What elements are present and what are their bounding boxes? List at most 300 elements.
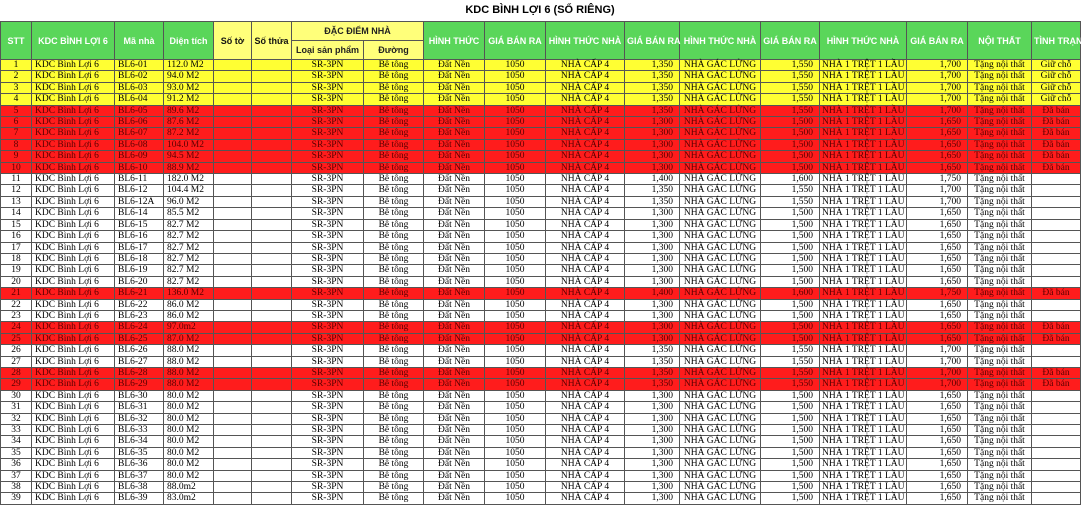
cell-hinh-thuc-nha-1: NHÀ CẤP 4 [546,390,625,401]
cell-hinh-thuc: Đất Nền [424,82,485,93]
cell-gia-3: 1,550 [761,71,820,82]
cell-ma-nha: BL6-02 [115,71,164,82]
cell-dien-tich: 82.7 M2 [164,242,214,253]
cell-stt: 36 [1,459,32,470]
cell-hinh-thuc-nha-3: NHÀ 1 TRỆT 1 LẦU [820,265,907,276]
cell-du-an: KDC Bình Lợi 6 [32,413,115,424]
cell-gia-2: 1,400 [625,174,680,185]
cell-duong: Bê tông [364,253,424,264]
cell-dien-tich: 104.4 M2 [164,185,214,196]
header-ma-nha: Mã nhà [115,22,164,60]
cell-tinh-trang: Đã bán [1032,379,1081,390]
cell-hinh-thuc-nha-1: NHÀ CẤP 4 [546,333,625,344]
table-row [1,447,1081,458]
header-du-an: KDC BÌNH LỢI 6 [32,22,115,60]
cell-dien-tich: 82.7 M2 [164,265,214,276]
table-row [1,128,1081,139]
cell-noi-that: Tặng nội thất [968,253,1032,264]
cell-gia-4: 1,650 [907,265,968,276]
cell-noi-that: Tặng nội thất [968,310,1032,321]
cell-gia-1: 1050 [485,345,546,356]
cell-hinh-thuc: Đất Nền [424,310,485,321]
cell-hinh-thuc-nha-3: NHÀ 1 TRỆT 1 LẦU [820,322,907,333]
cell-gia-2: 1,300 [625,459,680,470]
table-row [1,105,1081,116]
cell-so-to [214,231,252,242]
cell-gia-3: 1,500 [761,276,820,287]
cell-gia-1: 1050 [485,299,546,310]
cell-gia-2: 1,300 [625,482,680,493]
cell-hinh-thuc: Đất Nền [424,459,485,470]
cell-ma-nha: BL6-01 [115,60,164,71]
table-row [1,402,1081,413]
cell-duong: Bê tông [364,151,424,162]
cell-hinh-thuc-nha-2: NHÀ GÁC LỬNG [680,242,761,253]
cell-so-thua [252,231,292,242]
cell-du-an: KDC Bình Lợi 6 [32,333,115,344]
cell-hinh-thuc-nha-3: NHÀ 1 TRỆT 1 LẦU [820,310,907,321]
cell-so-to [214,356,252,367]
cell-ma-nha: BL6-12 [115,185,164,196]
cell-stt: 25 [1,333,32,344]
cell-du-an: KDC Bình Lợi 6 [32,390,115,401]
cell-gia-3: 1,500 [761,162,820,173]
cell-tinh-trang [1032,208,1081,219]
cell-hinh-thuc: Đất Nền [424,208,485,219]
cell-loai-san-pham: SR-3PN [292,333,364,344]
cell-du-an: KDC Bình Lợi 6 [32,117,115,128]
cell-gia-2: 1,350 [625,105,680,116]
cell-so-thua [252,174,292,185]
cell-du-an: KDC Bình Lợi 6 [32,459,115,470]
cell-loai-san-pham: SR-3PN [292,117,364,128]
cell-hinh-thuc-nha-2: NHÀ GÁC LỬNG [680,60,761,71]
cell-so-thua [252,436,292,447]
cell-gia-4: 1,700 [907,71,968,82]
table-row [1,425,1081,436]
header-dien-tich: Diện tích [164,22,214,60]
cell-so-thua [252,105,292,116]
cell-noi-that: Tặng nội thất [968,436,1032,447]
cell-noi-that: Tặng nội thất [968,276,1032,287]
cell-hinh-thuc: Đất Nền [424,390,485,401]
cell-du-an: KDC Bình Lợi 6 [32,231,115,242]
cell-so-to [214,288,252,299]
cell-hinh-thuc-nha-2: NHÀ GÁC LỬNG [680,208,761,219]
table-row [1,276,1081,287]
cell-tinh-trang [1032,436,1081,447]
cell-gia-3: 1,500 [761,425,820,436]
cell-du-an: KDC Bình Lợi 6 [32,276,115,287]
cell-du-an: KDC Bình Lợi 6 [32,436,115,447]
cell-gia-4: 1,650 [907,162,968,173]
cell-so-thua [252,333,292,344]
cell-ma-nha: BL6-11 [115,174,164,185]
cell-dien-tich: 80.0 M2 [164,413,214,424]
cell-so-to [214,413,252,424]
cell-gia-2: 1,300 [625,390,680,401]
cell-gia-1: 1050 [485,231,546,242]
cell-loai-san-pham: SR-3PN [292,447,364,458]
cell-du-an: KDC Bình Lợi 6 [32,299,115,310]
cell-tinh-trang [1032,196,1081,207]
cell-noi-that: Tặng nội thất [968,459,1032,470]
cell-tinh-trang [1032,413,1081,424]
cell-stt: 27 [1,356,32,367]
cell-hinh-thuc-nha-2: NHÀ GÁC LỬNG [680,345,761,356]
cell-hinh-thuc-nha-3: NHÀ 1 TRỆT 1 LẦU [820,139,907,150]
cell-duong: Bê tông [364,185,424,196]
cell-tinh-trang: Đã bán [1032,151,1081,162]
cell-noi-that: Tặng nội thất [968,231,1032,242]
cell-dien-tich: 97.0m2 [164,322,214,333]
cell-so-to [214,139,252,150]
cell-gia-4: 1,650 [907,447,968,458]
cell-duong: Bê tông [364,447,424,458]
cell-hinh-thuc-nha-1: NHÀ CẤP 4 [546,322,625,333]
cell-noi-that: Tặng nội thất [968,139,1032,150]
cell-ma-nha: BL6-05 [115,105,164,116]
cell-stt: 8 [1,139,32,150]
cell-hinh-thuc: Đất Nền [424,436,485,447]
cell-gia-4: 1,650 [907,276,968,287]
cell-stt: 34 [1,436,32,447]
cell-stt: 13 [1,196,32,207]
header-so-thua: Số thửa [252,22,292,60]
cell-gia-4: 1,650 [907,402,968,413]
cell-tinh-trang [1032,345,1081,356]
cell-ma-nha: BL6-16 [115,231,164,242]
cell-noi-that: Tặng nội thất [968,447,1032,458]
cell-duong: Bê tông [364,174,424,185]
cell-du-an: KDC Bình Lợi 6 [32,174,115,185]
cell-hinh-thuc-nha-3: NHÀ 1 TRỆT 1 LẦU [820,82,907,93]
cell-stt: 24 [1,322,32,333]
cell-ma-nha: BL6-14 [115,208,164,219]
cell-du-an: KDC Bình Lợi 6 [32,60,115,71]
cell-tinh-trang [1032,459,1081,470]
cell-gia-4: 1,700 [907,345,968,356]
cell-loai-san-pham: SR-3PN [292,162,364,173]
cell-gia-2: 1,300 [625,151,680,162]
cell-noi-that: Tặng nội thất [968,174,1032,185]
cell-gia-4: 1,700 [907,82,968,93]
table-body [1,60,1081,505]
cell-gia-3: 1,500 [761,117,820,128]
header-gia-ban-ra-2: GIÁ BÁN RA [625,22,680,60]
cell-ma-nha: BL6-25 [115,333,164,344]
cell-so-thua [252,310,292,321]
cell-duong: Bê tông [364,413,424,424]
cell-gia-2: 1,300 [625,310,680,321]
cell-ma-nha: BL6-09 [115,151,164,162]
cell-gia-4: 1,700 [907,356,968,367]
cell-hinh-thuc-nha-2: NHÀ GÁC LỬNG [680,447,761,458]
cell-hinh-thuc-nha-2: NHÀ GÁC LỬNG [680,139,761,150]
table-row [1,470,1081,481]
cell-hinh-thuc-nha-2: NHÀ GÁC LỬNG [680,151,761,162]
table-row [1,82,1081,93]
cell-hinh-thuc-nha-1: NHÀ CẤP 4 [546,447,625,458]
cell-so-to [214,162,252,173]
cell-dien-tich: 88.0m2 [164,482,214,493]
cell-so-thua [252,379,292,390]
cell-stt: 37 [1,470,32,481]
cell-loai-san-pham: SR-3PN [292,288,364,299]
cell-hinh-thuc-nha-3: NHÀ 1 TRỆT 1 LẦU [820,71,907,82]
cell-hinh-thuc: Đất Nền [424,413,485,424]
cell-hinh-thuc: Đất Nền [424,71,485,82]
cell-stt: 23 [1,310,32,321]
cell-loai-san-pham: SR-3PN [292,219,364,230]
cell-duong: Bê tông [364,333,424,344]
cell-gia-1: 1050 [485,367,546,378]
cell-loai-san-pham: SR-3PN [292,310,364,321]
cell-gia-2: 1,300 [625,231,680,242]
cell-hinh-thuc-nha-1: NHÀ CẤP 4 [546,208,625,219]
cell-hinh-thuc-nha-2: NHÀ GÁC LỬNG [680,219,761,230]
cell-gia-1: 1050 [485,447,546,458]
cell-dien-tich: 87.6 M2 [164,117,214,128]
cell-loai-san-pham: SR-3PN [292,185,364,196]
cell-stt: 39 [1,493,32,504]
cell-hinh-thuc-nha-1: NHÀ CẤP 4 [546,345,625,356]
cell-dien-tich: 96.0 M2 [164,196,214,207]
cell-duong: Bê tông [364,208,424,219]
cell-gia-3: 1,500 [761,493,820,504]
cell-gia-4: 1,650 [907,459,968,470]
cell-ma-nha: BL6-08 [115,139,164,150]
cell-stt: 14 [1,208,32,219]
cell-gia-1: 1050 [485,310,546,321]
cell-hinh-thuc-nha-3: NHÀ 1 TRỆT 1 LẦU [820,459,907,470]
cell-hinh-thuc-nha-1: NHÀ CẤP 4 [546,174,625,185]
cell-hinh-thuc: Đất Nền [424,231,485,242]
cell-du-an: KDC Bình Lợi 6 [32,185,115,196]
header-gia-ban-ra-4: GIÁ BÁN RA [907,22,968,60]
cell-gia-4: 1,650 [907,219,968,230]
cell-gia-4: 1,700 [907,196,968,207]
table-row [1,493,1081,504]
cell-so-to [214,265,252,276]
cell-noi-that: Tặng nội thất [968,71,1032,82]
table-row [1,94,1081,105]
cell-duong: Bê tông [364,299,424,310]
cell-tinh-trang [1032,242,1081,253]
table-row [1,333,1081,344]
cell-loai-san-pham: SR-3PN [292,482,364,493]
cell-du-an: KDC Bình Lợi 6 [32,162,115,173]
cell-gia-1: 1050 [485,219,546,230]
cell-hinh-thuc-nha-3: NHÀ 1 TRỆT 1 LẦU [820,60,907,71]
cell-tinh-trang: Giữ chỗ [1032,60,1081,71]
cell-gia-2: 1,350 [625,367,680,378]
cell-tinh-trang: Đã bán [1032,105,1081,116]
cell-duong: Bê tông [364,459,424,470]
cell-hinh-thuc-nha-1: NHÀ CẤP 4 [546,310,625,321]
cell-so-to [214,71,252,82]
cell-tinh-trang [1032,265,1081,276]
cell-gia-2: 1,300 [625,265,680,276]
cell-hinh-thuc: Đất Nền [424,94,485,105]
cell-gia-3: 1,500 [761,139,820,150]
cell-ma-nha: BL6-34 [115,436,164,447]
cell-hinh-thuc-nha-3: NHÀ 1 TRỆT 1 LẦU [820,208,907,219]
cell-hinh-thuc: Đất Nền [424,196,485,207]
cell-hinh-thuc: Đất Nền [424,425,485,436]
cell-hinh-thuc-nha-2: NHÀ GÁC LỬNG [680,413,761,424]
cell-noi-that: Tặng nội thất [968,493,1032,504]
cell-gia-3: 1,500 [761,219,820,230]
cell-hinh-thuc-nha-2: NHÀ GÁC LỬNG [680,379,761,390]
cell-ma-nha: BL6-03 [115,82,164,93]
cell-ma-nha: BL6-19 [115,265,164,276]
cell-duong: Bê tông [364,345,424,356]
cell-duong: Bê tông [364,493,424,504]
cell-gia-3: 1,600 [761,174,820,185]
cell-ma-nha: BL6-04 [115,94,164,105]
cell-du-an: KDC Bình Lợi 6 [32,196,115,207]
cell-so-to [214,436,252,447]
cell-tinh-trang [1032,219,1081,230]
cell-dien-tich: 80.0 M2 [164,436,214,447]
cell-so-thua [252,322,292,333]
cell-ma-nha: BL6-12A [115,196,164,207]
cell-gia-2: 1,300 [625,447,680,458]
cell-so-thua [252,196,292,207]
cell-gia-4: 1,650 [907,231,968,242]
cell-hinh-thuc-nha-3: NHÀ 1 TRỆT 1 LẦU [820,436,907,447]
cell-duong: Bê tông [364,288,424,299]
cell-gia-3: 1,500 [761,333,820,344]
cell-ma-nha: BL6-20 [115,276,164,287]
table-row [1,436,1081,447]
cell-hinh-thuc-nha-2: NHÀ GÁC LỬNG [680,356,761,367]
cell-gia-4: 1,650 [907,117,968,128]
cell-ma-nha: BL6-39 [115,493,164,504]
cell-gia-1: 1050 [485,390,546,401]
cell-so-to [214,459,252,470]
cell-gia-1: 1050 [485,436,546,447]
cell-hinh-thuc-nha-1: NHÀ CẤP 4 [546,288,625,299]
cell-ma-nha: BL6-22 [115,299,164,310]
cell-stt: 35 [1,447,32,458]
cell-tinh-trang [1032,174,1081,185]
cell-ma-nha: BL6-27 [115,356,164,367]
cell-ma-nha: BL6-36 [115,459,164,470]
cell-du-an: KDC Bình Lợi 6 [32,82,115,93]
cell-gia-3: 1,500 [761,151,820,162]
cell-hinh-thuc-nha-1: NHÀ CẤP 4 [546,71,625,82]
cell-noi-that: Tặng nội thất [968,82,1032,93]
cell-gia-2: 1,300 [625,208,680,219]
cell-so-thua [252,82,292,93]
cell-hinh-thuc-nha-2: NHÀ GÁC LỬNG [680,174,761,185]
cell-dien-tich: 80.0 M2 [164,425,214,436]
cell-so-thua [252,117,292,128]
cell-noi-that: Tặng nội thất [968,128,1032,139]
cell-hinh-thuc-nha-2: NHÀ GÁC LỬNG [680,185,761,196]
cell-noi-that: Tặng nội thất [968,379,1032,390]
cell-gia-4: 1,700 [907,367,968,378]
cell-hinh-thuc-nha-1: NHÀ CẤP 4 [546,299,625,310]
cell-tinh-trang: Đã bán [1032,322,1081,333]
cell-duong: Bê tông [364,105,424,116]
cell-hinh-thuc-nha-2: NHÀ GÁC LỬNG [680,390,761,401]
cell-tinh-trang: Đã bán [1032,367,1081,378]
cell-hinh-thuc-nha-3: NHÀ 1 TRỆT 1 LẦU [820,356,907,367]
cell-tinh-trang: Đã bán [1032,117,1081,128]
cell-noi-that: Tặng nội thất [968,299,1032,310]
cell-du-an: KDC Bình Lợi 6 [32,253,115,264]
cell-loai-san-pham: SR-3PN [292,60,364,71]
cell-hinh-thuc: Đất Nền [424,265,485,276]
cell-du-an: KDC Bình Lợi 6 [32,470,115,481]
cell-duong: Bê tông [364,390,424,401]
table-row [1,219,1081,230]
cell-ma-nha: BL6-28 [115,367,164,378]
cell-stt: 29 [1,379,32,390]
cell-loai-san-pham: SR-3PN [292,242,364,253]
cell-gia-3: 1,500 [761,310,820,321]
cell-dien-tich: 89.6 M2 [164,105,214,116]
cell-hinh-thuc: Đất Nền [424,60,485,71]
cell-gia-3: 1,500 [761,253,820,264]
cell-hinh-thuc-nha-3: NHÀ 1 TRỆT 1 LẦU [820,105,907,116]
cell-stt: 38 [1,482,32,493]
table-row [1,71,1081,82]
cell-hinh-thuc-nha-2: NHÀ GÁC LỬNG [680,288,761,299]
cell-hinh-thuc: Đất Nền [424,345,485,356]
cell-noi-that: Tặng nội thất [968,367,1032,378]
table-row [1,299,1081,310]
cell-gia-2: 1,350 [625,60,680,71]
table-row [1,367,1081,378]
cell-tinh-trang [1032,493,1081,504]
cell-loai-san-pham: SR-3PN [292,402,364,413]
cell-hinh-thuc-nha-1: NHÀ CẤP 4 [546,482,625,493]
table-row [1,345,1081,356]
cell-duong: Bê tông [364,265,424,276]
cell-stt: 18 [1,253,32,264]
cell-ma-nha: BL6-38 [115,482,164,493]
table-row [1,459,1081,470]
header-gia-ban-ra-3: GIÁ BÁN RA [761,22,820,60]
cell-hinh-thuc-nha-2: NHÀ GÁC LỬNG [680,322,761,333]
cell-du-an: KDC Bình Lợi 6 [32,425,115,436]
cell-dien-tich: 86.0 M2 [164,299,214,310]
cell-hinh-thuc-nha-1: NHÀ CẤP 4 [546,105,625,116]
cell-so-to [214,242,252,253]
cell-duong: Bê tông [364,242,424,253]
cell-loai-san-pham: SR-3PN [292,151,364,162]
cell-duong: Bê tông [364,356,424,367]
cell-du-an: KDC Bình Lợi 6 [32,367,115,378]
cell-tinh-trang: Đã bán [1032,162,1081,173]
cell-gia-4: 1,700 [907,185,968,196]
cell-hinh-thuc: Đất Nền [424,162,485,173]
cell-tinh-trang: Đã bán [1032,139,1081,150]
cell-dien-tich: 82.7 M2 [164,276,214,287]
cell-dien-tich: 182.0 M2 [164,174,214,185]
cell-gia-2: 1,300 [625,128,680,139]
cell-gia-2: 1,350 [625,196,680,207]
cell-hinh-thuc-nha-1: NHÀ CẤP 4 [546,459,625,470]
cell-dien-tich: 82.7 M2 [164,231,214,242]
cell-stt: 19 [1,265,32,276]
cell-stt: 12 [1,185,32,196]
cell-dien-tich: 80.0 M2 [164,470,214,481]
